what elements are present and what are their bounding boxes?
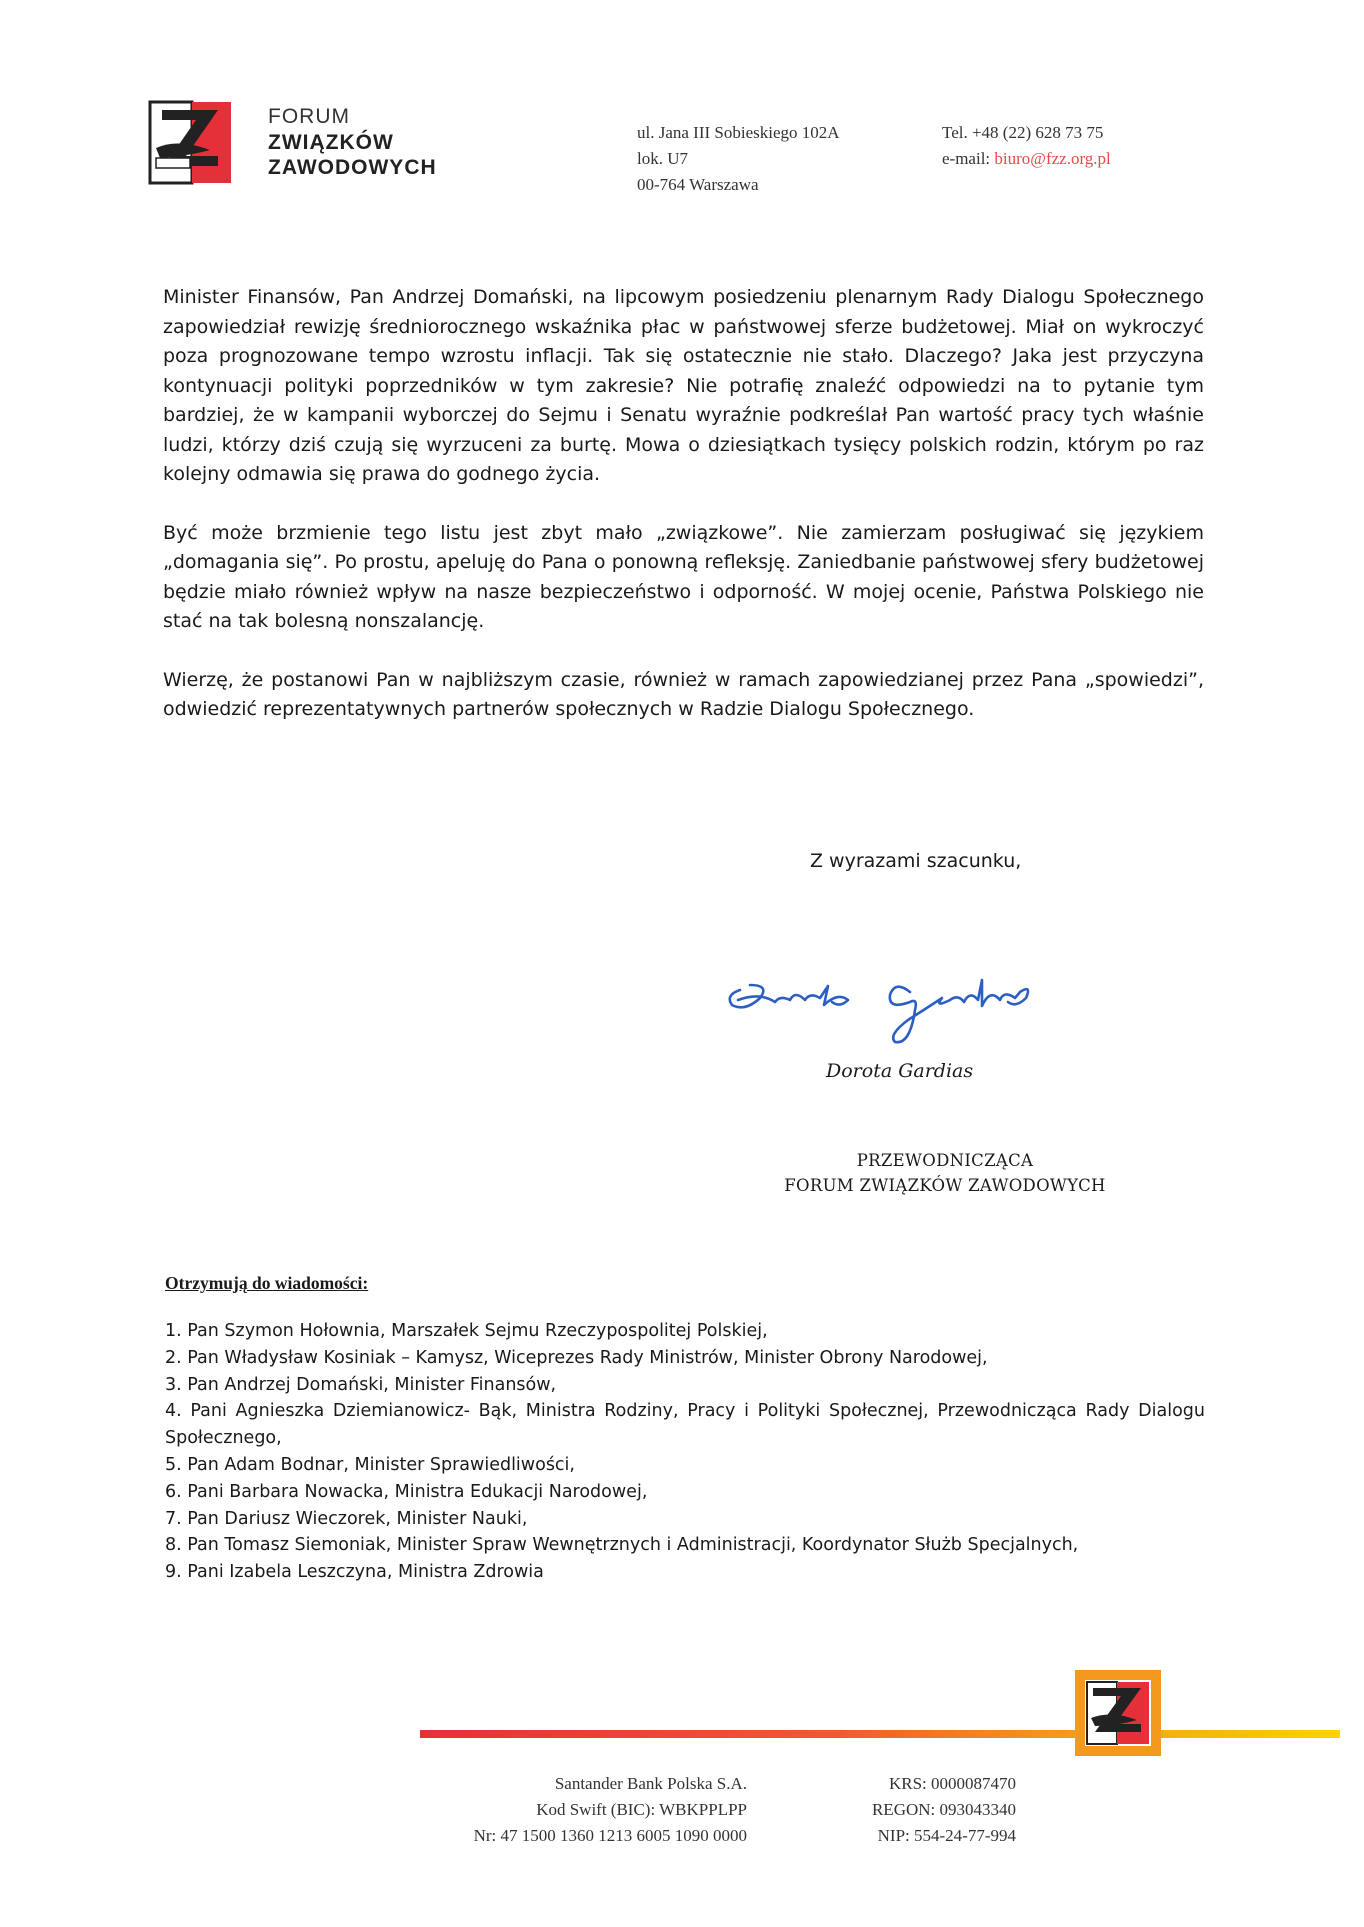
cc-title: Otrzymują do wiadomości: bbox=[165, 1273, 369, 1293]
address-line: ul. Jana III Sobieskiego 102A bbox=[637, 123, 840, 142]
footer-logo bbox=[1073, 1668, 1163, 1758]
registry-line: REGON: 093043340 bbox=[871, 1800, 1016, 1819]
signer-role bbox=[735, 1148, 1155, 1198]
email-line bbox=[942, 146, 1111, 172]
bank-line: Nr: 47 1500 1360 1213 6005 1090 0000 bbox=[473, 1826, 747, 1845]
cc-list bbox=[165, 1318, 1205, 1586]
org-name-line2: ZWIĄZKÓW bbox=[268, 130, 394, 154]
list-item: 4. Pani Agnieszka Dziemianowicz- Bąk, Ministra Rodziny, Pracy i Polityki Społecznej, Przewodnicząca Rady Dialogu Społecznego, bbox=[165, 1401, 1205, 1449]
registry-details bbox=[826, 1771, 1016, 1849]
signer-name: Dorota Gardias bbox=[826, 1060, 974, 1082]
email-link[interactable]: biuro@fzz.org.pl bbox=[994, 149, 1111, 168]
footer-gradient-bar bbox=[420, 1727, 1340, 1741]
list-item: 9. Pani Izabela Leszczyna, Ministra Zdrowia bbox=[165, 1562, 544, 1583]
closing-salutation: Z wyrazami szacunku, bbox=[810, 850, 1022, 872]
list-item: 7. Pan Dariusz Wieczorek, Minister Nauki, bbox=[165, 1508, 528, 1529]
org-name-line1: FORUM bbox=[268, 105, 350, 128]
address-line: lok. U7 bbox=[637, 149, 688, 168]
registry-line: NIP: 554-24-77-994 bbox=[877, 1826, 1016, 1845]
list-item: 2. Pan Władysław Kosiniak – Kamysz, Wiceprezes Rady Ministrów, Minister Obrony Narodowej, bbox=[165, 1347, 988, 1368]
paragraph-2: Być może brzmienie tego listu jest zbyt mało „związkowe”. Nie zamierzam posługiwać się językiem „domagania się”. Po prostu, apeluję do Pana o ponowną refleksję. Zaniedbanie państwowej sfery budżetowej będzie miało również wpływ na nasze bezpieczeństwo i odporność. W mojej ocenie, Państwa Polskiego nie stać na tak bolesną nonszalancję. bbox=[163, 521, 1204, 632]
org-name bbox=[268, 104, 437, 181]
paragraph-3: Wierzę, że postanowi Pan w najbliższym czasie, również w ramach zapowiedzianej przez Pana „spowiedzi”, odwiedzić reprezentatywnych partnerów społecznych w Radzie Dialogu Społecznego. bbox=[163, 668, 1204, 720]
registry-line: KRS: 0000087470 bbox=[888, 1774, 1016, 1793]
list-item: 6. Pani Barbara Nowacka, Ministra Edukacji Narodowej, bbox=[165, 1481, 648, 1502]
bank-line: Kod Swift (BIC): WBKPPLPP bbox=[536, 1800, 747, 1819]
list-item: 8. Pan Tomasz Siemoniak, Minister Spraw Wewnętrznych i Administracji, Koordynator Służb Specjalnych, bbox=[165, 1535, 1079, 1556]
list-item: 1. Pan Szymon Hołownia, Marszałek Sejmu Rzeczypospolitej Polskiej, bbox=[165, 1321, 768, 1341]
bank-line: Santander Bank Polska S.A. bbox=[554, 1774, 747, 1793]
contact-block bbox=[942, 120, 1111, 172]
paragraph-1: Minister Finansów, Pan Andrzej Domański, na lipcowym posiedzeniu plenarnym Rady Dialogu Społecznego zapowiedział rewizję średniorocznego wskaźnika płac w państwowej sferze budżetowej. Miał on wykroczyć poza prognozowane tempo wzrostu inflacji. Tak się ostatecznie nie stało. Dlaczego? Jaka jest przyczyna kontynuacji polityki poprzedników w tym zakresie? Nie potrafię znaleźć odpowiedzi na to pytanie tym bardziej, że w kampanii wyborczej do Sejmu i Senatu wyraźnie podkreślał Pan wartość pracy tych właśnie ludzi, którzy dziś czują się wyrzuceni za burtę. Mowa o dziesiątkach tysięcy polskich rodzin, którym po raz kolejny odmawia się prawa do godnego życia. bbox=[163, 286, 1204, 485]
org-name-line3: ZAWODOWYCH bbox=[268, 156, 437, 180]
handwritten-signature bbox=[720, 950, 1100, 1050]
fzz-logo bbox=[148, 100, 233, 185]
role-line1: PRZEWODNICZĄCA bbox=[856, 1151, 1034, 1170]
list-item: 5. Pan Adam Bodnar, Minister Sprawiedliwości, bbox=[165, 1454, 575, 1475]
address-line: 00-764 Warszawa bbox=[637, 175, 759, 194]
address-block bbox=[637, 120, 840, 198]
role-line2: FORUM ZWIĄZKÓW ZAWODOWYCH bbox=[784, 1176, 1106, 1195]
letter-body bbox=[163, 283, 1204, 754]
list-item: 3. Pan Andrzej Domański, Minister Finansów, bbox=[165, 1374, 557, 1395]
phone: Tel. +48 (22) 628 73 75 bbox=[942, 123, 1104, 142]
email-label: e-mail: bbox=[942, 149, 995, 168]
bank-details bbox=[400, 1771, 747, 1849]
